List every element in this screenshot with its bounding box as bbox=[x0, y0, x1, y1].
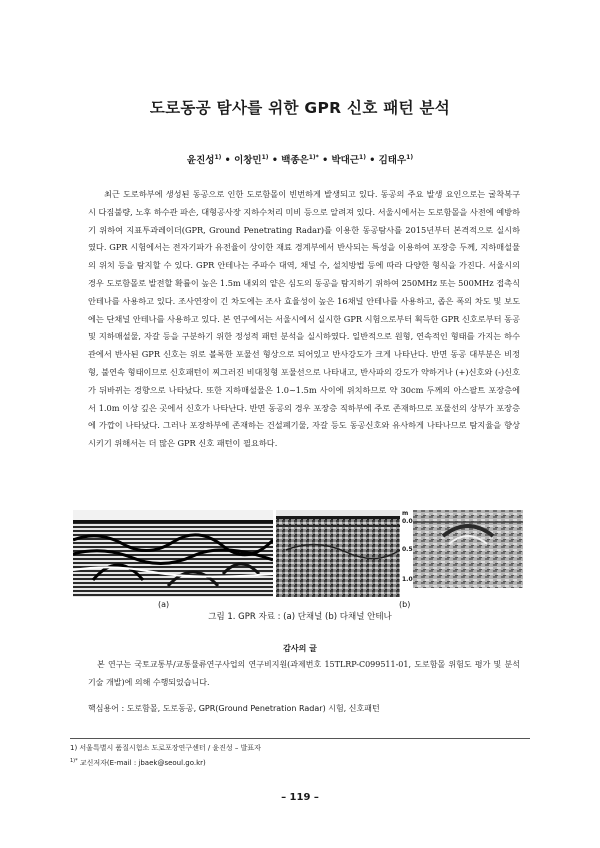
author-name: 백종은 bbox=[281, 155, 309, 166]
author-separator: • bbox=[268, 155, 282, 166]
scale-unit: m bbox=[402, 510, 409, 517]
footnotes bbox=[70, 738, 530, 770]
author-affiliation-mark: 1) bbox=[261, 154, 269, 161]
author-separator: • bbox=[318, 155, 332, 166]
depth-scale bbox=[401, 510, 413, 597]
scale-tick: 1.0 bbox=[402, 576, 413, 583]
figure-1 bbox=[0, 510, 600, 608]
page-number: – 119 – bbox=[281, 792, 319, 803]
author-affiliation-mark: 1)* bbox=[308, 154, 319, 161]
footnote-text: 서울특별시 품질시험소 도로포장연구센터 / 윤진성 – 발표자 bbox=[79, 744, 261, 752]
acknowledgement-heading: 감사의 글 bbox=[283, 644, 317, 653]
author-name: 이창민 bbox=[234, 155, 262, 166]
scale-tick: 0.5 bbox=[402, 546, 413, 553]
author-affiliation-mark: 1) bbox=[406, 154, 414, 161]
author-name: 윤진성 bbox=[186, 155, 215, 166]
author-name: 김태우 bbox=[378, 155, 407, 166]
gpr-single-channel-image bbox=[73, 510, 273, 597]
keywords: 핵심용어 : 도로함몰, 도로동공, GPR(Ground Penetration Radar) 시험, 신호패턴 bbox=[88, 704, 380, 713]
scale-tick: 0.0 bbox=[402, 518, 413, 525]
author-affiliation-mark: 1) bbox=[214, 154, 222, 161]
figure-caption: 그림 1. GPR 자료 : (a) 단채널 (b) 다채널 안테나 bbox=[208, 612, 392, 622]
footnote bbox=[70, 755, 530, 770]
author-name: 박대근 bbox=[331, 155, 360, 166]
footnote-text: 교신저자(E-mail : jbaek@seoul.go.kr) bbox=[79, 759, 206, 767]
footnote-mark: 1) bbox=[70, 744, 78, 752]
author-separator: • bbox=[221, 155, 235, 166]
author-separator: • bbox=[365, 155, 379, 166]
figure-label-b: (b) bbox=[399, 600, 411, 609]
figure-label-a: (a) bbox=[158, 600, 170, 609]
author-affiliation-mark: 1) bbox=[359, 154, 366, 161]
author-list bbox=[0, 152, 600, 166]
footnote-mark: 1)* bbox=[70, 758, 78, 764]
paper-title: 도로동공 탐사를 위한 GPR 신호 패턴 분석 bbox=[149, 99, 451, 117]
acknowledgement-body: 본 연구는 국토교통부/교통물류연구사업의 연구비지원(과제번호 15TLRP-C099511-01, 도로함몰 위험도 평가 및 분석기술 개발)에 의해 수행되었습니다. bbox=[88, 660, 520, 687]
abstract-body: 최근 도로하부에 생성된 동공으로 인한 도로함몰이 빈번하게 발생되고 있다. 동공의 주요 발생 요인으로는 굴착복구 시 다짐불량, 노후 하수관 파손, 대형공사장 지하수처리 미비 등으로 알려져 있다. 서울시에서는 도로함몰을 사전에 예방하기 위하여 지표투과레이더(GPR, Ground Penetrating Radar)를 이용한 동공탐사를 2015년부터 본격적으로 실시하였다. GPR 시험에서는 전자기파가 유전율이 상이한 재료 경계부에서 반사되는 특성을 이용하여 포장층 두께, 지하매설물의 위치 등을 탐지할 수 있다. GPR 안테나는 주파수 대역, 채널 수, 설치방법 등에 따라 다양한 형식을 가진다. 서울시의 경우 도로함몰로 발전할 확률이 높은 1.5m 내외의 얕은 심도의 동공을 탐지하기 위하여 250MHz 또는 500MHz 접촉식 안테나를 사용하고 있다. 조사연장이 긴 차도에는 조사 효율성이 높은 16채널 안테나를 사용하고, 좁은 폭의 차도 및 보도에는 단채널 안테나를 사용하고 있다. 본 연구에서는 서울시에서 실시한 GPR 시험으로부터 획득한 GPR 신호로부터 동공 및 지하매설물, 자갈 등을 구분하기 위한 정성적 패턴 분석을 실시하였다. 일반적으로 원형, 연속적인 형태를 가지는 하수관에서 반사된 GPR 신호는 위로 볼록한 포물선 형상으로 되어있고 반사강도가 크게 나타난다. 반면 동공 대부분은 비정형, 불연속 형태이므로 신호패턴이 찌그러진 비대칭형 포물선으로 나타내고, 반사파의 강도가 약하거나 (+)신호와 (-)신호가 뒤바뀌는 경향으로 나타났다. 또한 지하매설물은 1.0~1.5m 사이에 위치하므로 약 30cm 두께의 아스팔트 포장층에서 1.0m 이상 깊은 곳에서 신호가 나타난다. 반면 동공의 경우 포장층 직하부에 주로 존재하므로 포물선의 상부가 포장층에 가깝이 나타났다. 그러나 포장하부에 존재하는 건설폐기물, 자갈 등도 동공신호와 유사하게 나타나므로 탐지율을 향상시키기 위해서는 더 많은 GPR 신호 패턴이 필요하다. bbox=[88, 189, 520, 449]
gpr-multi-channel-image bbox=[276, 510, 400, 597]
gpr-multi-channel-slice-image bbox=[413, 510, 523, 588]
footnote bbox=[70, 742, 530, 755]
